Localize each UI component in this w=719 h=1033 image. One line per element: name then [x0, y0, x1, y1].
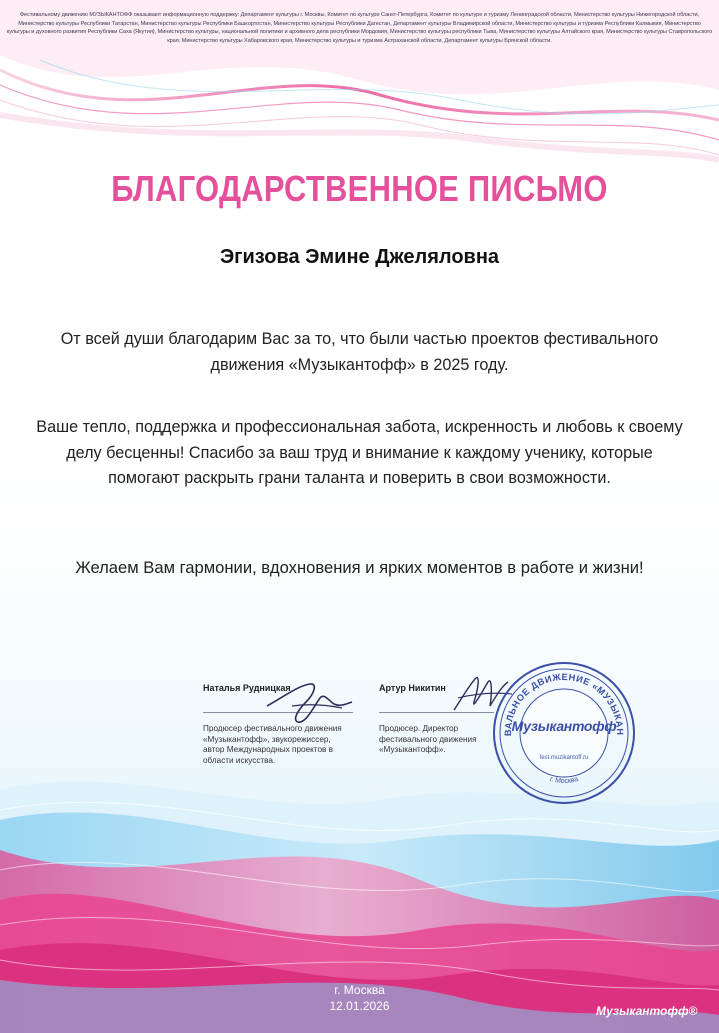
seal-brand: Музыкантофф: [511, 718, 617, 734]
recipient-name: Эгизова Эмине Джеляловна: [219, 246, 500, 268]
support-note: Фестивальному движению МУЗЫКАНТОФФ оказывают информационную поддержку: Департамент культуры г. Москвы, Комитет по культуре Санкт-Петербурга, Комитет по культуре и туризму Ленинградской области, Министерство культуры Нижегородской области, Министерство культуры Республики Татарстан, Министерство культуры Республики Башкортостан, Министерство культуры Республики Дагестан, Департамент культуры Владимирской области, Министерство культуры и туризма Республики Калмыкия, Министерство культуры и духовного развития Республики Саха (Якутия), Министерство культуры, национальной политики и архивного дела республики Мордовия, Министерство культуры республики Тыва, Министерство культуры Алтайского края, Министерство культуры Ставропольского края, Министерство культуры Хабаровского края, Министерство культуры и туризма Астраханской области, Департамент культуры Брянской области.: [6, 12, 713, 44]
seal-top-text: ВАЛЬНОЕ ДВИЖЕНИЕ «МУЗЫКАН: [502, 671, 626, 737]
seal-url: fest.muzikantoff.ru: [539, 755, 589, 761]
footer-city: г. Москва: [334, 983, 385, 997]
signer-role-right: Продюсер. Директор фестивального движения «Музыкантофф».: [379, 724, 477, 755]
document-title: БЛАГОДАРСТВЕННОЕ ПИСЬМО: [111, 168, 608, 209]
footer-date: 12.01.2026: [329, 999, 390, 1013]
footer-logo: Музыкантофф®: [596, 1004, 698, 1018]
signer-name-left: Наталья Рудницкая: [203, 683, 291, 693]
signature-left-icon: [262, 676, 357, 726]
paragraph-appreciation: Ваше тепло, поддержка и профессиональная забота, искренность и любовь к своему делу бесценны! Спасибо за ваш труд и внимание к каждому ученику, которые помогают раскрыть грани таланта и поверить в свои возможности.: [36, 418, 683, 487]
signer-name-right: Артур Никитин: [379, 683, 446, 693]
signer-role-left: Продюсер фестивального движения «Музыкантофф», звукорежиссер, автор Международных проектов в области искусства.: [203, 724, 342, 765]
paragraph-gratitude: От всей души благодарим Вас за то, что были частью проектов фестивального движения «Музыкантофф» в 2025 году.: [60, 330, 659, 374]
seal-bottom-text: г. Москва: [548, 775, 580, 786]
paragraph-wishes: Желаем Вам гармонии, вдохновения и ярких моментов в работе и жизни!: [75, 558, 644, 577]
organization-seal: [491, 660, 637, 806]
